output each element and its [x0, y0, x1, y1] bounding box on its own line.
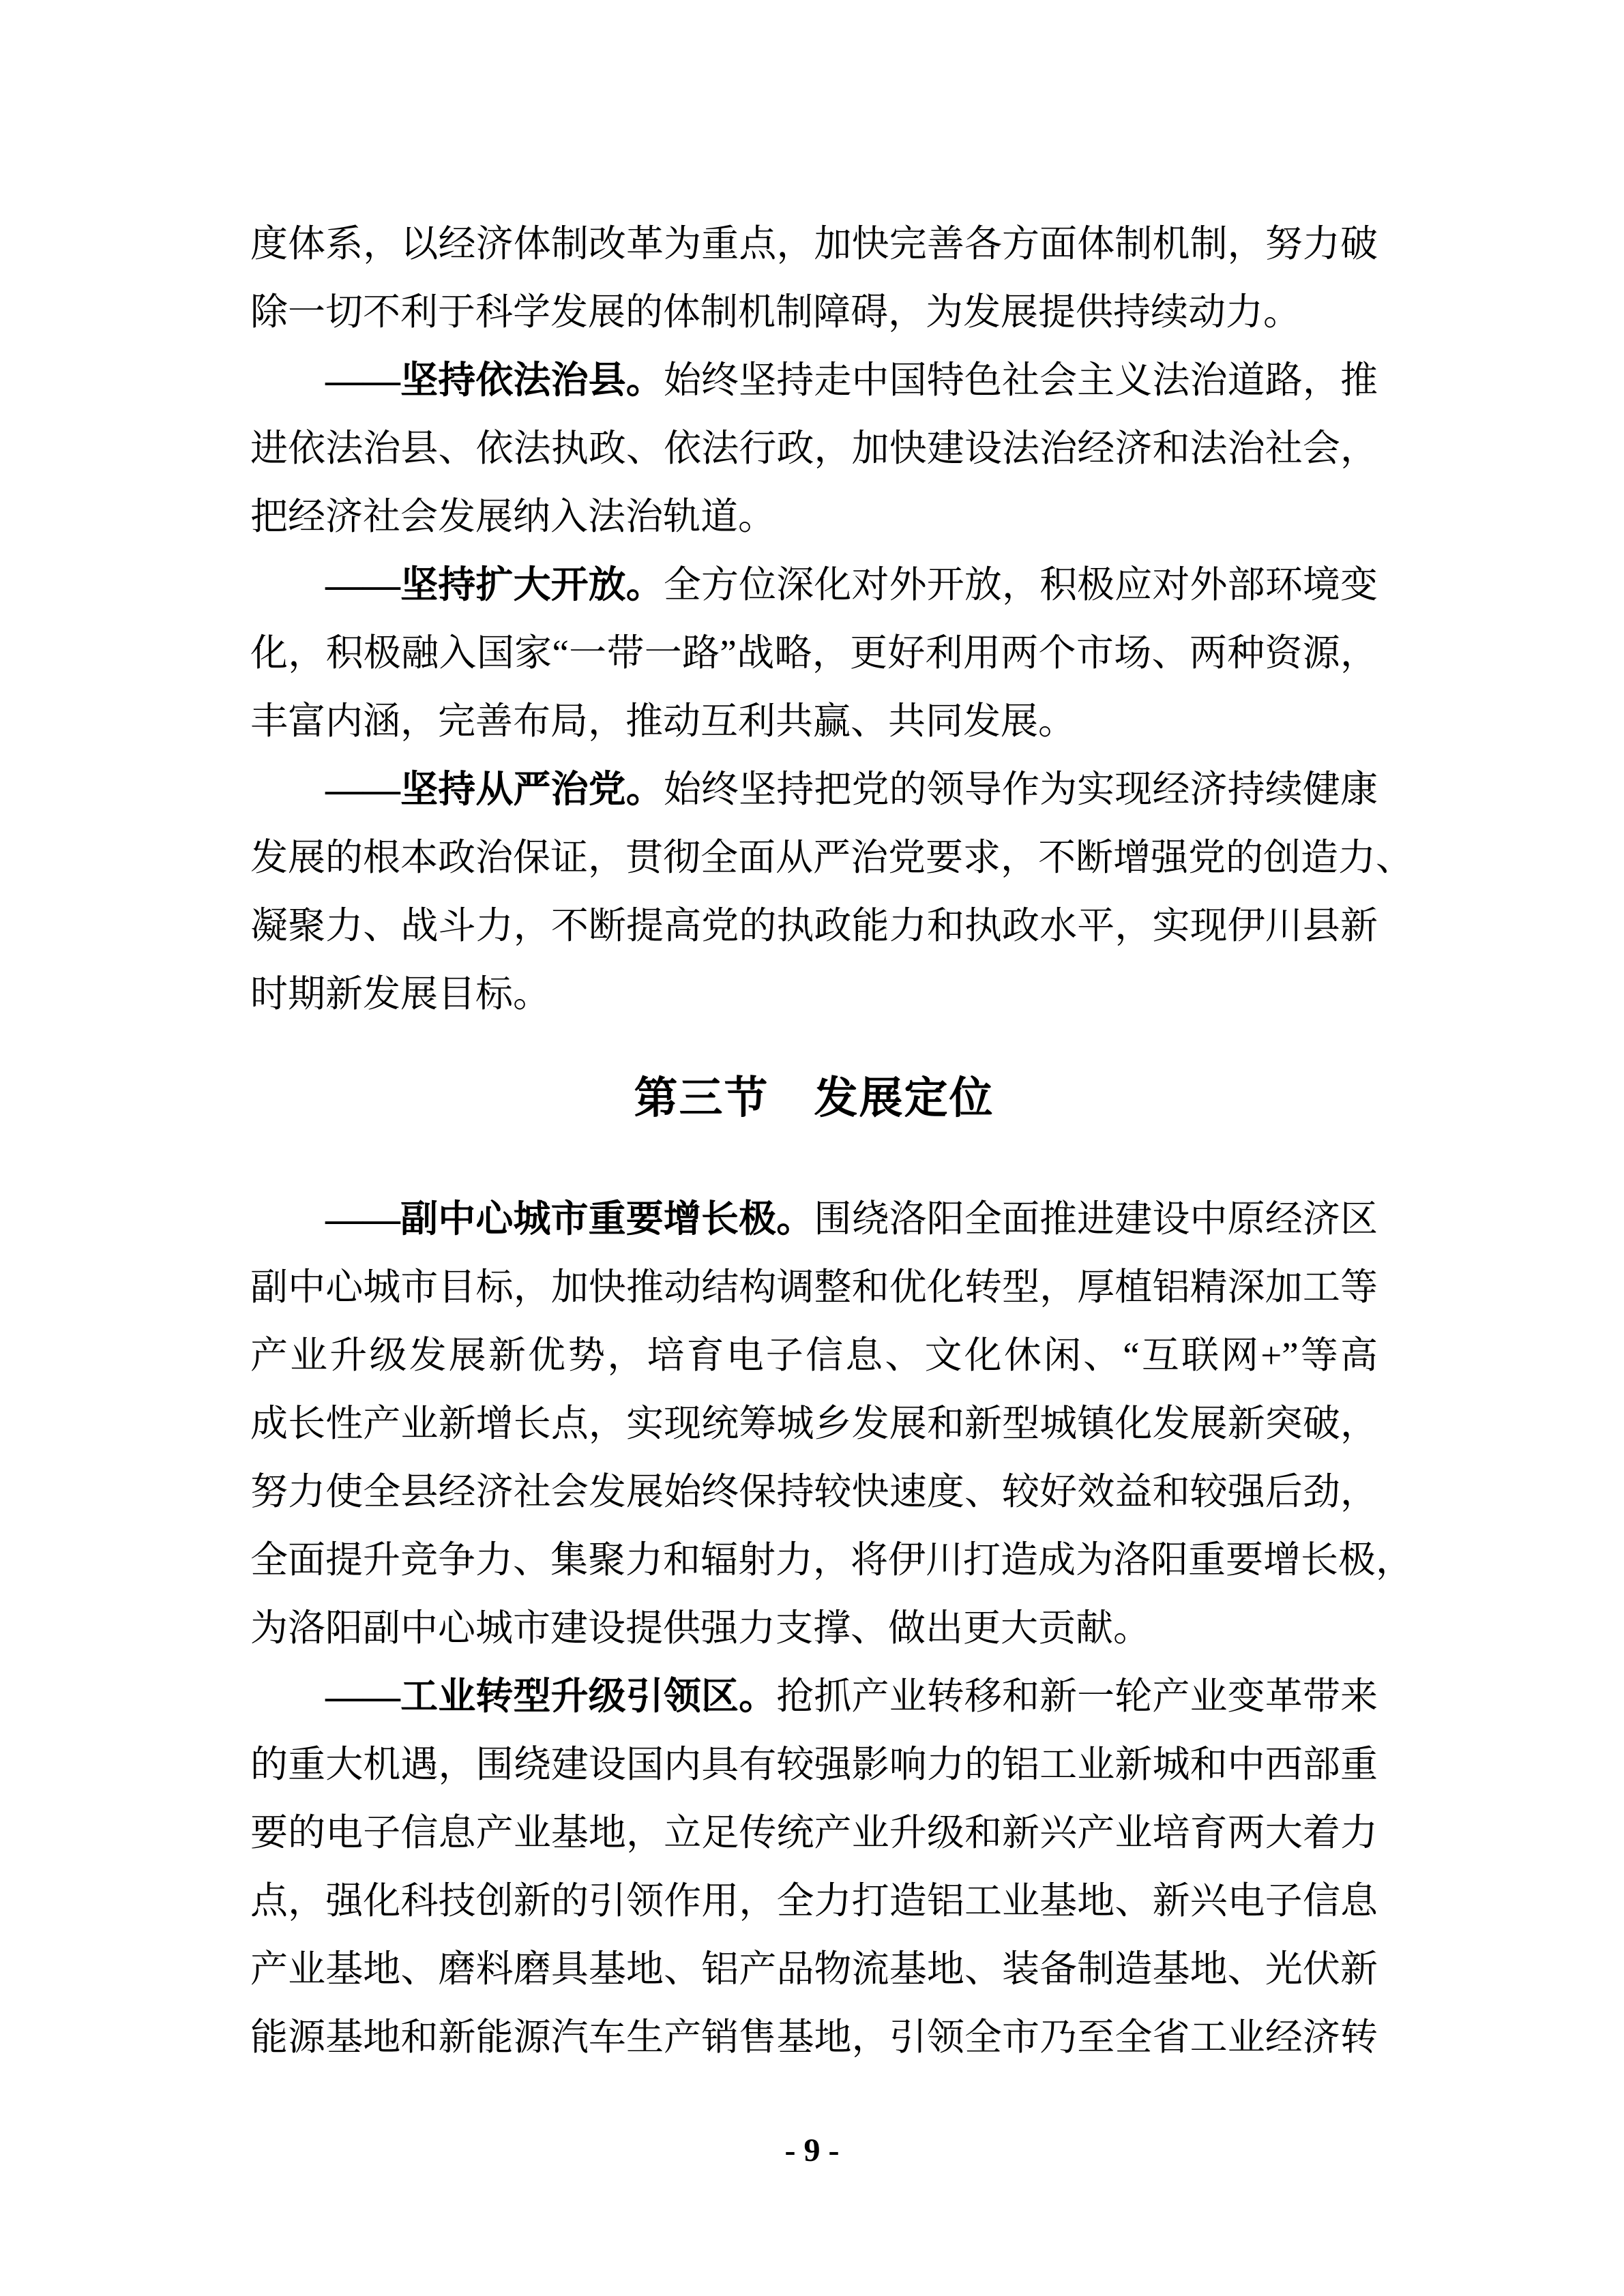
section-heading: 第三节 发展定位: [634, 1073, 994, 1122]
text-line: [250, 415, 1378, 483]
text-line: [250, 2003, 1378, 2072]
line-text: 要的电子信息产业基地，立足传统产业升级和新兴产业培育两大着力: [250, 1812, 1378, 1853]
line-text: 时期新发展目标。: [250, 973, 551, 1015]
text-line: [250, 1799, 1378, 1867]
line-text: 抢抓产业转移和新一轮产业变革带来: [776, 1675, 1378, 1717]
text-body: [250, 210, 1414, 2072]
text-line: [250, 1663, 1378, 1731]
paragraph-lead: ——副中心城市重要增长极。: [325, 1198, 814, 1240]
line-text: 把经济社会发展纳入法治轨道。: [250, 496, 776, 537]
text-line: [250, 210, 1378, 278]
line-text: 产业升级发展新优势，培育电子信息、文化休闲、“互联网+”等高: [250, 1335, 1378, 1376]
line-text: 能源基地和新能源汽车生产销售基地，引领全市乃至全省工业经济转: [250, 2016, 1378, 2058]
text-line: [250, 346, 1378, 415]
text-line: [250, 1322, 1378, 1390]
text-line: [250, 960, 1378, 1028]
text-line: [250, 619, 1378, 687]
text-line: [250, 892, 1378, 960]
line-text: 副中心城市目标，加快推动结构调整和优化转型，厚植铝精深加工等: [250, 1266, 1378, 1308]
line-text: 除一切不利于科学发展的体制机制障碍，为发展提供持续动力。: [250, 291, 1301, 333]
line-text: 点，强化科技创新的引领作用，全力打造铝工业基地、新兴电子信息: [250, 1880, 1378, 1922]
line-text: 围绕洛阳全面推进建设中原经济区: [814, 1198, 1378, 1240]
line-text: 全方位深化对外开放，积极应对外部环境变: [663, 564, 1378, 606]
line-text: 成长性产业新增长点，实现统筹城乡发展和新型城镇化发展新突破，: [250, 1403, 1378, 1444]
text-line: [250, 278, 1378, 346]
line-text: 度体系，以经济体制改革为重点，加快完善各方面体制机制，努力破: [250, 223, 1378, 265]
line-text: 化，积极融入国家“一带一路”战略，更好利用两个市场、两种资源，: [250, 632, 1378, 674]
text-line: [250, 1867, 1378, 1935]
text-line: [250, 1185, 1378, 1253]
text-line: [250, 551, 1378, 619]
text-line: [250, 1526, 1414, 1594]
paragraph-lead: ——坚持从严治党。: [325, 769, 664, 810]
line-text: 丰富内涵，完善布局，推动互利共赢、共同发展。: [250, 700, 1076, 742]
text-line: [250, 1594, 1378, 1663]
paragraph-lead: ——坚持依法治县。: [325, 359, 664, 401]
text-line: [250, 756, 1378, 824]
text-line: [250, 824, 1414, 892]
line-text: 始终坚持走中国特色社会主义法治道路，推: [663, 359, 1378, 401]
text-line: [250, 1458, 1378, 1526]
line-text: 发展的根本政治保证，贯彻全面从严治党要求，不断增强党的创造力、: [250, 837, 1414, 878]
line-text: 始终坚持把党的领导作为实现经济持续健康: [663, 769, 1378, 810]
paragraph-lead: ——坚持扩大开放。: [325, 564, 664, 606]
line-text: 的重大机遇，围绕建设国内具有较强影响力的铝工业新城和中西部重: [250, 1744, 1378, 1785]
line-text: 为洛阳副中心城市建设提供强力支撑、做出更大贡献。: [250, 1607, 1151, 1649]
line-text: 全面提升竞争力、集聚力和辐射力，将伊川打造成为洛阳重要增长极，: [250, 1539, 1414, 1581]
line-text: 产业基地、磨料磨具基地、铝产品物流基地、装备制造基地、光伏新: [250, 1948, 1378, 1990]
line-text: 凝聚力、战斗力，不断提高党的执政能力和执政水平，实现伊川县新: [250, 905, 1378, 946]
text-line: [250, 1731, 1378, 1799]
line-text: 努力使全县经济社会发展始终保持较快速度、较好效益和较强后劲，: [250, 1471, 1378, 1512]
text-line: [250, 1390, 1378, 1458]
text-line: [250, 687, 1378, 756]
page-number: - 9 -: [784, 2132, 840, 2168]
line-text: 进依法治县、依法执政、依法行政，加快建设法治经济和法治社会，: [250, 428, 1378, 469]
text-line: [250, 1935, 1378, 2003]
text-line: [250, 483, 1378, 551]
text-line: [250, 1253, 1378, 1322]
paragraph-lead: ——工业转型升级引领区。: [325, 1675, 777, 1717]
